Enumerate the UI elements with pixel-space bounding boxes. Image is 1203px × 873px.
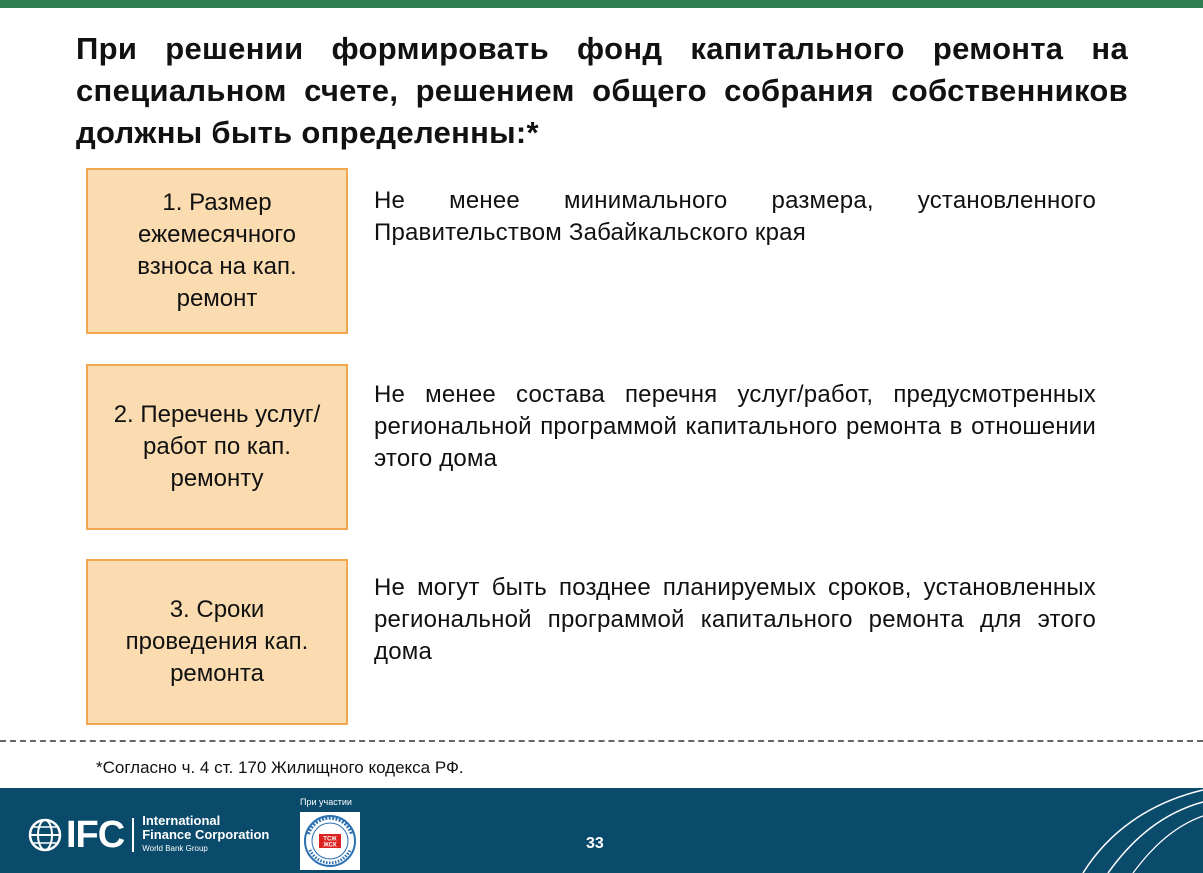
ifc-logo <box>28 814 269 856</box>
ifc-line-3: World Bank Group <box>142 844 208 853</box>
decorative-swoosh <box>1063 788 1203 873</box>
svg-text:ТСЖ: ТСЖ <box>323 836 337 843</box>
criterion-box-2: 2. Перечень услуг/работ по кап. ремонту <box>86 364 348 530</box>
ifc-line-2: Finance Corporation <box>142 827 270 842</box>
globe-icon <box>28 818 62 852</box>
criterion-text-2: Не менее состава перечня услуг/работ, предусмотренных региональной программой капитального ремонта в отношении этого дома <box>374 381 1096 472</box>
partner-label: При участии <box>300 797 352 807</box>
criterion-text-3: Не могут быть позднее планируемых сроков, установленных региональной программой капитального ремонта для этого дома <box>374 574 1096 665</box>
criterion-box-3: 3. Сроки проведения кап. ремонта <box>86 559 348 725</box>
dashed-divider <box>0 740 1203 742</box>
criterion-text-1: Не менее минимального размера, установленного Правительством Забайкальского края <box>374 187 1096 246</box>
svg-text:ЖСК: ЖСК <box>323 842 337 849</box>
partner-logo <box>300 812 360 870</box>
slide-title: При решении формировать фонд капитального ремонта на специальном счете, решением общего собрания собственников должны быть определенны:* <box>76 31 1128 150</box>
ifc-letters: IFC <box>66 814 125 856</box>
criterion-box-1: 1. Размер ежемесячного взноса на кап. ремонт <box>86 168 348 334</box>
ifc-line-1: International <box>142 813 221 828</box>
top-accent-bar <box>0 0 1203 8</box>
association-seal-icon <box>300 812 360 870</box>
page-number: 33 <box>586 835 604 852</box>
logo-separator <box>132 818 134 852</box>
footer-bar <box>0 788 1203 873</box>
footnote: *Согласно ч. 4 ст. 170 Жилищного кодекса РФ. <box>96 758 464 777</box>
ifc-wordmark <box>142 814 269 856</box>
